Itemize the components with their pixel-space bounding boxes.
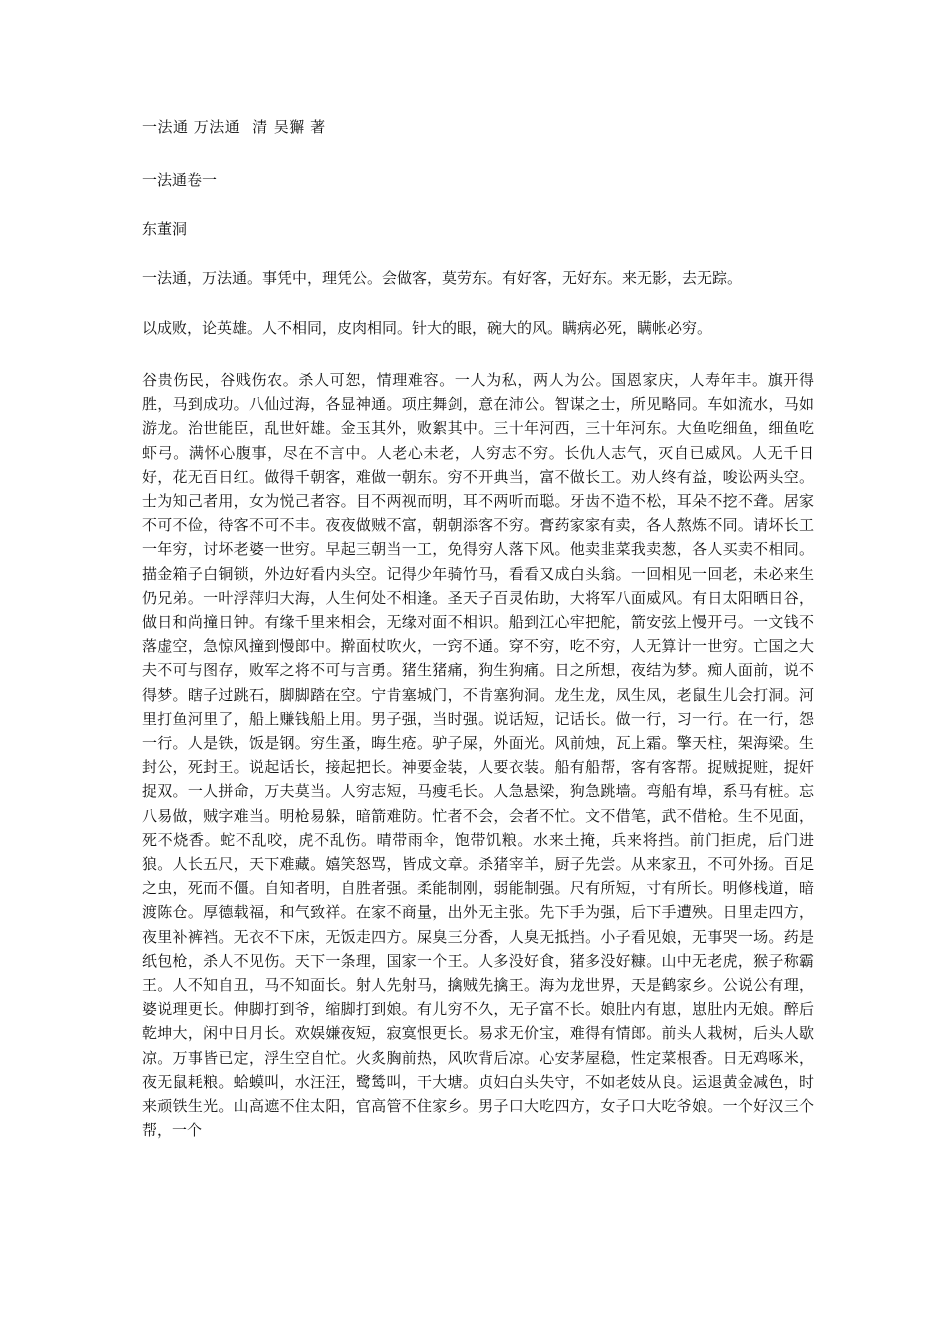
book-title: 一法通 万法通 [142,118,241,136]
volume-heading: 一法通卷一 [142,171,218,189]
paragraph: 以成败，论英雄。人不相同，皮肉相同。针大的眼，碗大的风。瞒病必死，瞒帐必穷。 [142,319,713,337]
book-title-line [142,117,326,137]
section-heading: 东董洞 [142,220,188,238]
paragraph: 谷贵伤民，谷贱伤农。杀人可恕，情理难容。一人为私，两人为公。国恩家庆，人寿年丰。旗开得胜，马到成功。八仙过海，各显神通。项庄舞剑，意在沛公。智谋之士，所见略同。车如流水，马如游龙。治世能臣，乱世奸雄。金玉其外，败絮其中。三十年河西，三十年河东。大鱼吃细鱼，细鱼吃虾弓。满怀心腹事，尽在不言中。人老心未老，人穷志不穷。长仇人志气，灭自已威风。人无千日好，花无百日红。做得千朝客，难做一朝东。穷不开典当，富不做长工。劝人终有益，唆讼两头空。士为知己者用，女为悦己者容。目不两视而明，耳不两听而聪。牙齿不造不松，耳朵不挖不聋。居家不可不俭，待客不可不丰。夜夜做贼不富，朝朝添客不穷。膏药家家有卖，各人熬炼不同。请坏长工一年穷，讨坏老婆一世穷。早起三朝当一工，免得穷人落下风。他卖韭菜我卖葱，各人买卖不相同。描金箱子白铜锁，外边好看内头空。记得少年骑竹马，看看又成白头翁。一回相见一回老，未必来生仍兄弟。一叶浮萍归大海，人生何处不相逢。圣天子百灵佑助，大将军八面威风。有日太阳晒日谷，做日和尚撞日钟。有缘千里来相会，无缘对面不相识。船到江心牢把舵，箭安弦上慢开弓。一文钱不落虚空，急惊风撞到慢郎中。擀面杖吹火，一窍不通。穿不穷，吃不穷，人无算计一世穷。亡国之大夫不可与图存，败军之将不可与言勇。猪生猪痛，狗生狗痛。日之所想，夜结为梦。痴人面前，说不得梦。瞎子过跳石，脚脚踏在空。宁肯塞城门，不肯塞狗洞。龙生龙，凤生凤，老鼠生儿会打洞。河里打鱼河里了，船上赚钱船上用。男子强，当时强。说话短，记话长。做一行，习一行。在一行，怨一行。人是铁，饭是钢。穷生蚤，晦生疮。驴子屎，外面光。风前烛，瓦上霜。擎天柱，架海梁。生封公，死封王。说起话长，接起把长。神要金装，人要衣装。船有船帮，客有客帮。捉贼捉赃，捉奸捉双。一人拼命，万夫莫当。人穷志短，马瘦毛长。人急悬梁，狗急跳墙。弯船有埠，系马有桩。忘八易做，贼字难当。明枪易躲，暗箭难防。忙者不会，会者不忙。文不借笔，武不借枪。生不见面，死不烧香。蛇不乱咬，虎不乱伤。晴带雨伞，饱带饥粮。水来土掩，兵来将挡。前门拒虎，后门进狼。人长五尺，天下难藏。嬉笑怒骂，皆成文章。杀猪宰羊，厨子先尝。从来家丑，不可外扬。百足之虫，死而不僵。自知者明，自胜者强。柔能制刚，弱能制强。尺有所短，寸有所长。明修栈道，暗渡陈仓。厚德载福，和气致祥。在家不商量，出外无主张。先下手为强，后下手遭殃。日里走四方，夜里补裤裆。无衣不下床，无饭走四方。屎臭三分香，人臭无抵挡。小子看见娘，无事哭一场。药是纸包枪，杀人不见伤。天下一条理，国家一个王。人多没好食，猪多没好糠。山中无老虎，猴子称霸王。人不知自丑，马不知面长。射人先射马，擒贼先擒王。海为龙世界，天是鹤家乡。公说公有理，婆说理更长。伸脚打到爷，缩脚打到娘。有儿穷不久，无子富不长。娘肚内有崽，崽肚内无娘。醉后乾坤大，闲中日月长。欢娱嫌夜短，寂寞恨更长。易求无价宝，难得有情郎。前头人栽树，后头人歇凉。万事皆已定，浮生空自忙。火炙胸前热，风吹背后凉。心安茅屋稳，性定菜根香。日无鸡啄米，夜无鼠耗粮。蛤蟆叫，水汪汪，鹭鸶叫，干大塘。贞妇白头失守，不如老妓从良。运退黄金减色，时来顽铁生光。山高遮不住太阳，官高管不住家乡。男子口大吃四方，女子口大吃爷娘。一个好汉三个帮，一个 [142,371,814,1140]
author-name: 吴獬 著 [273,118,326,136]
author-dynasty: 清 [252,118,268,136]
paragraph: 一法通，万法通。事凭中，理凭公。会做客，莫劳东。有好客，无好东。来无影，去无踪。 [142,269,743,287]
